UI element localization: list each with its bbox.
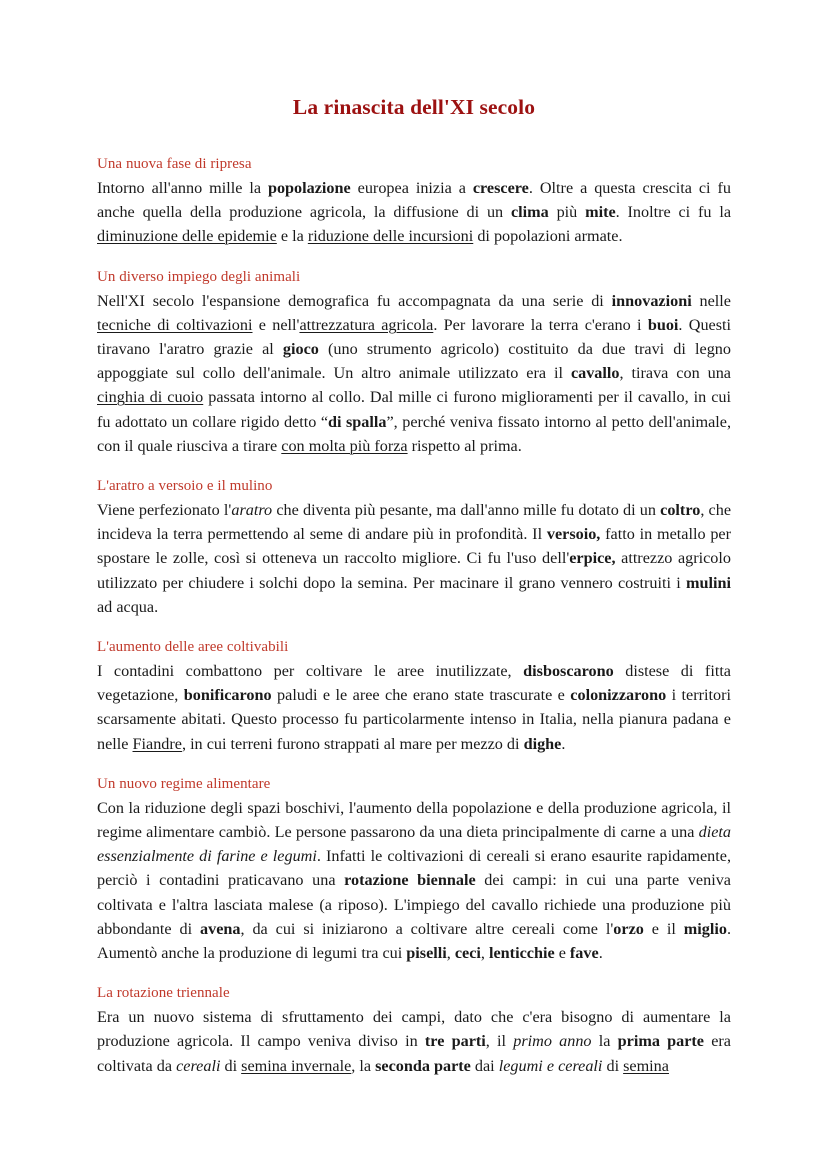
text-run: di <box>220 1056 242 1075</box>
page-title: La rinascita dell'XI secolo <box>292 95 536 119</box>
text-run: , da cui si iniziarono a coltivare altre cereali come l' <box>240 919 614 938</box>
text-run: Nell'XI secolo l'espansione demografica fu accompagnata da una serie di <box>97 291 612 310</box>
underlined-term: diminuzione delle epidemie <box>97 227 277 246</box>
underlined-term: cinghia di cuoio <box>97 388 204 407</box>
text-run: era coltivata da <box>97 1032 731 1075</box>
underlined-term: Fiandre <box>132 734 182 753</box>
emphasis-term: popolazione <box>267 179 351 197</box>
emphasis-term: miglio <box>683 919 727 938</box>
emphasis-term: ceci <box>454 944 481 963</box>
text-run: passata intorno al collo. Dal mille ci furono miglioramenti per il cavallo, in cui fu adottato un collare rigido detto “ <box>97 388 732 431</box>
emphasis-term: innovazioni <box>611 291 692 310</box>
emphasis-term: cavallo <box>570 364 620 383</box>
emphasis-term: erpice, <box>569 549 616 568</box>
text-run: e il <box>643 919 684 938</box>
emphasis-term: dighe <box>523 734 562 753</box>
text-run: . Per lavorare la terra c'erano i <box>433 315 648 334</box>
text-run: Era un nuovo sistema di sfruttamento dei campi, dato che c'era bisogno di aumentare la produzione agricola. Il campo veniva diviso in <box>97 1008 731 1051</box>
underlined-term: attrezzatura agricola <box>299 315 434 334</box>
emphasis-term: gioco <box>282 340 319 359</box>
text-run: , in cui terreni furono strappati al mare per mezzo di <box>181 734 524 753</box>
text-run: fatto in metallo per spostare le zolle, così si otteneva un raccolto migliore. Ci fu l'uso dell' <box>97 525 731 568</box>
text-run: la <box>591 1032 618 1051</box>
text-run: rispetto al prima. <box>407 436 522 455</box>
text-run: , <box>446 944 455 963</box>
text-run: Con la riduzione degli spazi boschivi, l'aumento della popolazione e della produzione agricola, il regime alimentare cambiò. Le persone passarono da una dieta principalmente di carne a una <box>97 798 731 842</box>
emphasis-term: versoio, <box>546 525 601 544</box>
text-run: i territori scarsamente abitati. Questo processo fu particolarmente intenso in Italia, nella pianura padana e nelle <box>97 686 731 753</box>
italic-term: primo anno <box>513 1032 592 1051</box>
text-run: ad acqua. <box>97 597 159 616</box>
emphasis-term: orzo <box>613 919 644 938</box>
text-run: più <box>548 203 586 222</box>
section-heading: Un diverso impiego degli animali <box>97 268 301 285</box>
document-section <box>97 154 731 249</box>
text-run: Viene perfezionato l' <box>97 501 232 520</box>
section-paragraph <box>97 1005 731 1078</box>
text-run: di <box>602 1056 624 1075</box>
text-run: paludi e le aree che erano state trascurate e <box>271 686 571 705</box>
underlined-term: semina invernale <box>241 1056 352 1075</box>
section-paragraph <box>97 289 731 458</box>
text-run: . <box>598 944 603 963</box>
text-run: , il <box>485 1032 514 1051</box>
text-run: , tirava con una <box>619 364 731 383</box>
text-run: . Oltre a questa crescita ci fu anche quella della produzione agricola, la diffusione di un <box>97 179 731 222</box>
text-run: , che incideva la terra permettendo al seme di andare più in profondità. Il <box>97 501 732 544</box>
section-heading: La rotazione triennale <box>97 985 230 1002</box>
text-run: distese di fitta vegetazione, <box>97 662 731 705</box>
emphasis-term: di spalla <box>328 412 387 431</box>
emphasis-term: buoi <box>647 315 679 334</box>
emphasis-term: colonizzarono <box>570 686 667 705</box>
emphasis-term: prima parte <box>617 1032 704 1051</box>
text-run: . Questi tiravano l'aratro grazie al <box>97 315 732 359</box>
section-heading: L'aumento delle aree coltivabili <box>97 639 289 656</box>
text-run: , <box>480 944 489 963</box>
underlined-term: tecniche di coltivazioni <box>97 315 253 334</box>
section-paragraph <box>97 659 731 756</box>
underlined-term: semina <box>623 1056 669 1075</box>
text-run: . <box>561 734 566 753</box>
text-run: nelle <box>691 291 731 310</box>
text-run: di popolazioni armate. <box>473 227 623 246</box>
text-run: Intorno all'anno mille la <box>97 179 268 197</box>
section-paragraph <box>97 796 731 965</box>
emphasis-term: clima <box>510 203 549 222</box>
emphasis-term: mite <box>585 203 616 222</box>
document-section <box>97 983 731 1078</box>
emphasis-term: avena <box>200 919 241 938</box>
section-heading: Un nuovo regime alimentare <box>97 775 271 792</box>
text-run: ”, perché veniva fissato intorno al petto dell'animale, con il quale riusciva a tirare <box>97 412 731 455</box>
document-body <box>97 154 731 1078</box>
document-section <box>97 637 731 756</box>
text-run: attrezzo agricolo utilizzato per chiudere i solchi dopo la semina. Per macinare il grano vennero costruiti i <box>97 549 731 592</box>
emphasis-term: rotazione biennale <box>344 871 476 890</box>
text-run: e la <box>276 227 308 246</box>
underlined-term: riduzione delle incursioni <box>307 227 474 246</box>
section-heading: L'aratro a versoio e il mulino <box>97 478 273 495</box>
emphasis-term: mulini <box>686 573 731 592</box>
emphasis-term: tre parti <box>424 1032 486 1051</box>
text-run: europea inizia a <box>350 179 473 197</box>
document-section <box>97 774 731 965</box>
text-run: . Infatti le coltivazioni di cereali si erano esaurite rapidamente, perciò i contadini praticavano una <box>97 847 731 890</box>
text-run: e nell' <box>252 315 300 334</box>
text-run: e <box>554 944 570 963</box>
italic-term: aratro <box>231 501 273 520</box>
text-run: (uno strumento agricolo) costituito da due travi di legno appoggiate sul collo dell'animale. Un altro animale utilizzato era il <box>97 340 731 383</box>
emphasis-term: fave <box>569 944 599 963</box>
document-section <box>97 267 731 458</box>
section-heading: Una nuova fase di ripresa <box>97 156 252 172</box>
text-run: che diventa più pesante, ma dall'anno mille fu dotato di un <box>272 501 661 520</box>
text-run: I contadini combattono per coltivare le aree inutilizzate, <box>97 662 524 681</box>
underlined-term: con molta più forza <box>281 436 408 455</box>
emphasis-term: disboscarono <box>523 662 614 681</box>
text-run: . Inoltre ci fu la <box>615 203 732 222</box>
section-paragraph <box>97 498 731 619</box>
text-run: , la <box>351 1056 376 1075</box>
emphasis-term: coltro <box>660 501 701 520</box>
emphasis-term: piselli <box>406 944 447 963</box>
section-paragraph <box>97 176 731 249</box>
emphasis-term: seconda parte <box>375 1056 471 1075</box>
emphasis-term: lenticchie <box>489 944 555 963</box>
text-run: dei campi: in cui una parte veniva coltivata e l'altra lasciata malese (a riposo). L'impiego del cavallo richiede una produzione più abbondante di <box>97 871 731 938</box>
emphasis-term: bonificarono <box>183 686 272 705</box>
italic-term: cereali <box>176 1056 221 1075</box>
text-run: . Aumentò anche la produzione di legumi tra cui <box>97 919 731 963</box>
emphasis-term: crescere <box>472 179 529 197</box>
italic-term: dieta essenzialmente di farine e legumi <box>97 823 731 866</box>
italic-term: legumi e cereali <box>498 1056 603 1075</box>
document-section <box>97 476 731 619</box>
text-run: dai <box>470 1056 499 1075</box>
